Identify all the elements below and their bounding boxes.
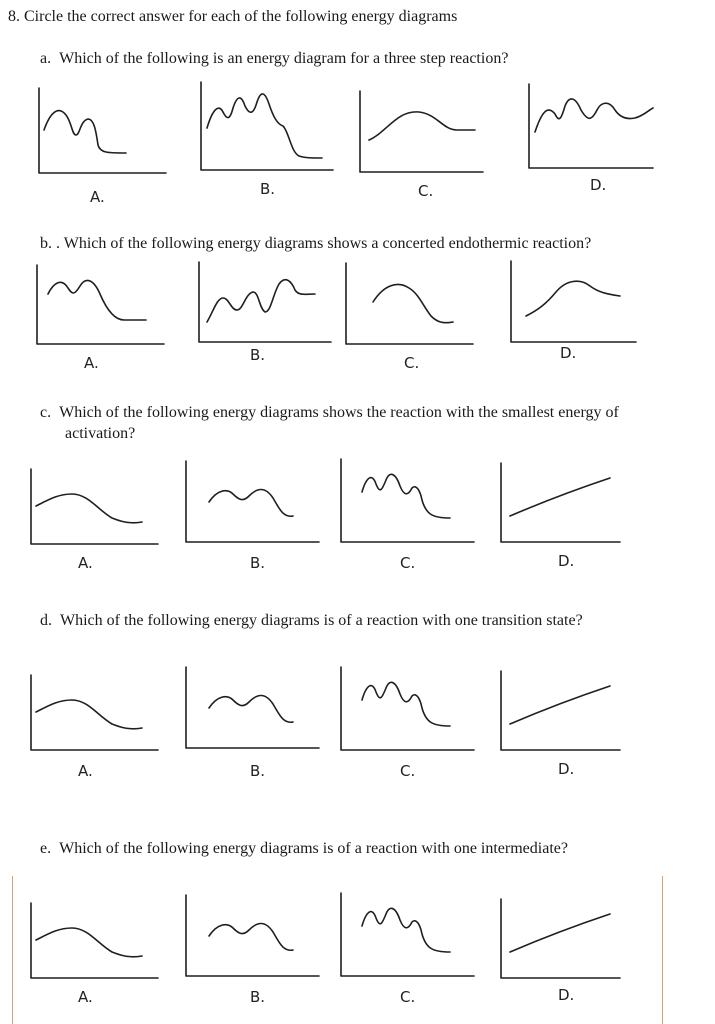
part-c-prompt: c. Which of the following energy diagrams shows the reaction with the smallest energy of [40,404,619,421]
question-instruction: Circle the correct answer for each of the following energy diagrams [24,8,458,25]
part-c-diagram-c[interactable] [338,456,478,546]
part-a-diagram-c[interactable] [357,88,487,178]
part-c-option-d[interactable]: D. [558,552,575,570]
question-number: 8. [8,8,20,25]
part-a-diagram-b[interactable] [197,78,337,178]
part-c-diagram-b[interactable] [183,458,323,546]
part-c-option-c[interactable]: C. [400,554,416,572]
part-d-prompt: d. Which of the following energy diagrams is of a reaction with one transition state? [40,612,583,629]
part-e-diagram-a[interactable] [28,900,163,982]
part-c-option-a[interactable]: A. [78,554,93,572]
part-d-diagram-a[interactable] [28,672,163,754]
part-e-option-d[interactable]: D. [558,986,575,1004]
scan-edge-left [12,876,13,1024]
part-a-prompt: a. Which of the following is an energy diagram for a three step reaction? [40,50,509,67]
part-a-option-d[interactable]: D. [590,176,607,194]
part-e-prompt: e. Which of the following energy diagrams is of a reaction with one intermediate? [40,840,568,857]
question-title [8,8,457,26]
part-b-diagram-a[interactable] [34,262,169,347]
part-d-option-b[interactable]: B. [250,762,266,780]
part-b-prompt: b. . Which of the following energy diagrams shows a concerted endothermic reaction? [40,235,592,252]
part-b-diagram-b[interactable] [195,258,335,346]
part-e-diagram-c[interactable] [338,890,478,980]
part-a-option-b[interactable]: B. [260,180,276,198]
part-b-option-d[interactable]: D. [560,344,577,362]
part-d-diagram-b[interactable] [183,664,323,752]
part-c-option-b[interactable]: B. [250,554,266,572]
part-b-option-c[interactable]: C. [404,354,420,372]
part-e-option-b[interactable]: B. [250,988,266,1006]
part-b-diagram-c[interactable] [343,260,478,348]
part-e-option-c[interactable]: C. [400,988,416,1006]
scan-edge-right [662,876,663,1024]
part-c-diagram-d[interactable] [498,460,623,546]
part-d-option-d[interactable]: D. [558,760,575,778]
part-d-diagram-d[interactable] [498,668,623,754]
part-b-option-a[interactable]: A. [84,354,99,372]
part-c-diagram-a[interactable] [28,466,163,548]
part-d-option-a[interactable]: A. [78,762,93,780]
part-a-diagram-a[interactable] [36,85,171,180]
part-d-diagram-c[interactable] [338,664,478,754]
part-a-diagram-d[interactable] [525,80,675,180]
part-e-option-a[interactable]: A. [78,988,93,1006]
part-a-option-a[interactable]: A. [90,188,105,206]
part-c-prompt-continued: activation? [65,425,136,442]
part-e-diagram-b[interactable] [183,892,323,980]
part-b-option-b[interactable]: B. [250,346,266,364]
part-a-option-c[interactable]: C. [418,182,434,200]
part-e-diagram-d[interactable] [498,896,623,982]
part-d-option-c[interactable]: C. [400,762,416,780]
part-b-diagram-d[interactable] [508,258,638,346]
